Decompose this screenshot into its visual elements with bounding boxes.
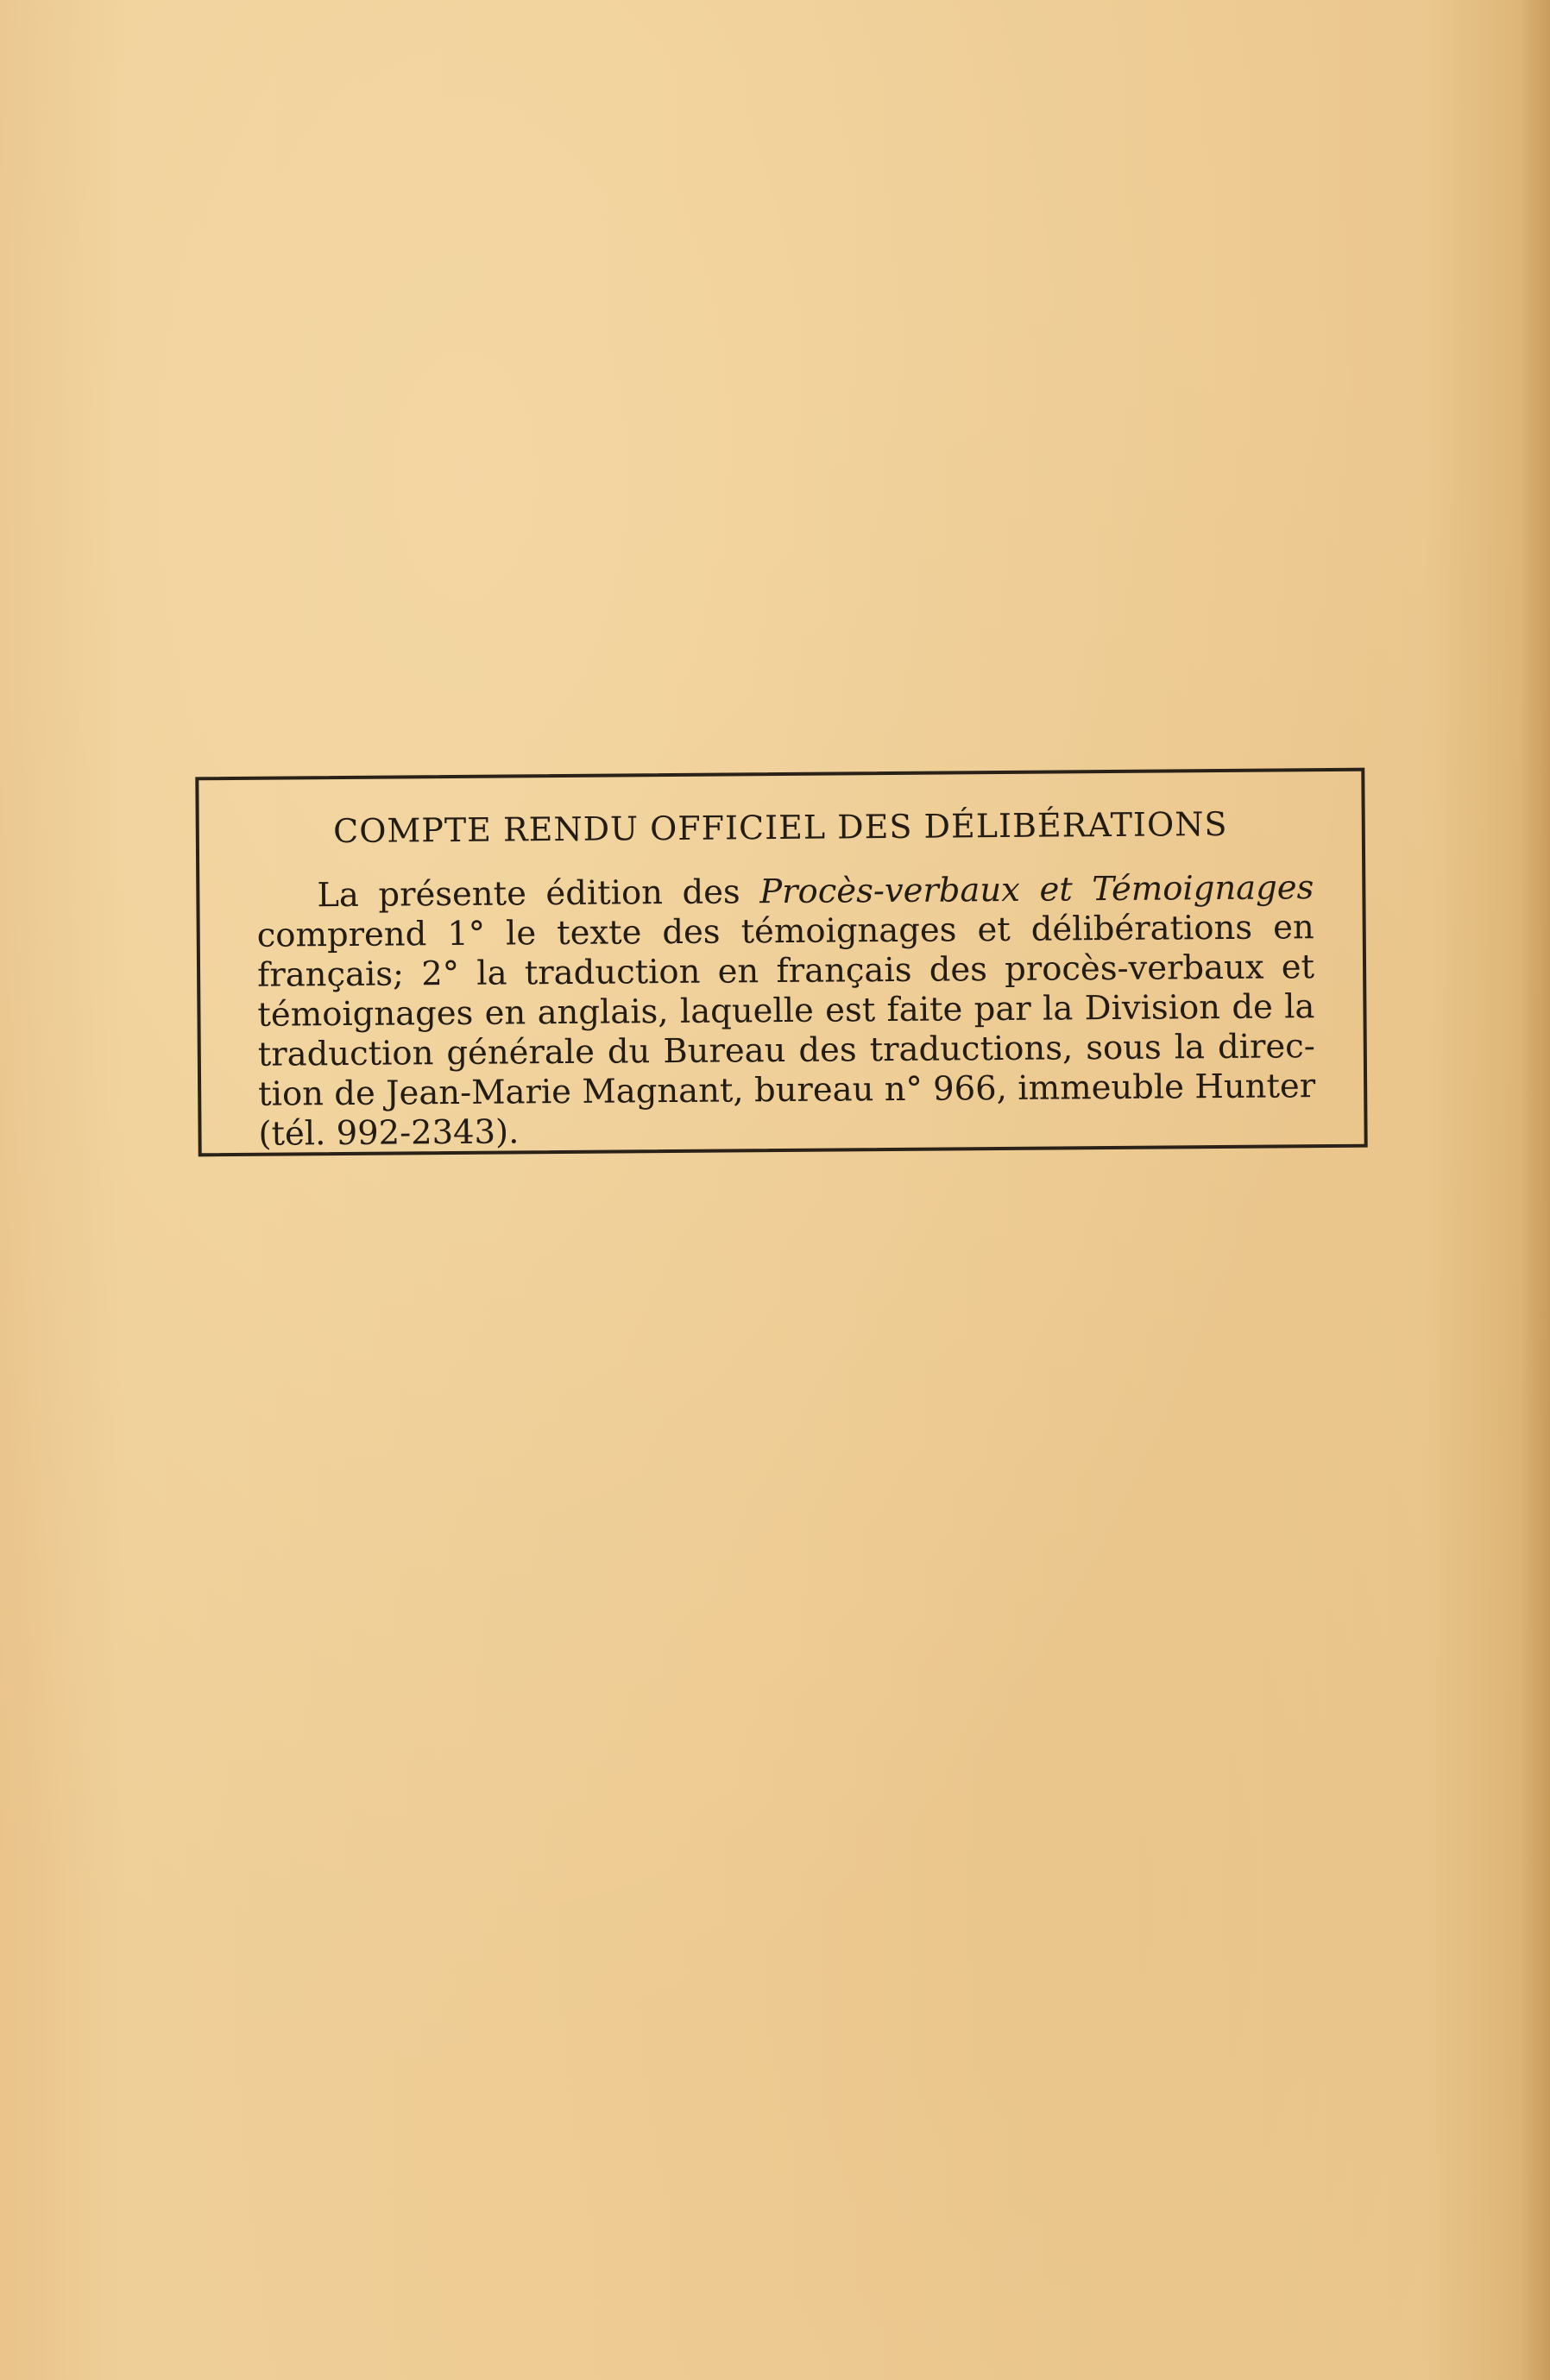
notice-body <box>256 868 1315 1155</box>
notice-body-intro: La présente édition des <box>317 872 740 916</box>
paragraph-indent <box>256 906 317 907</box>
official-report-notice-box <box>195 768 1367 1157</box>
page-edge-shadow <box>1519 0 1550 2380</box>
notice-body-rest: comprend 1° le texte des témoignages et délibérations en français; 2° la traduction en français des procès-verbaux et témoignages en anglais, laquelle est faite par la Division de la traduction générale du Bureau des traductions, sous la direction de Jean-Marie Magnant, bureau n° 966, immeuble Hunter (tél. 992-2343). <box>256 908 1316 1154</box>
notice-title: COMPTE RENDU OFFICIEL DES DÉLIBÉRATIONS <box>332 804 1228 851</box>
notice-body-italic-title: Procès-verbaux et Témoignages <box>759 868 1314 912</box>
